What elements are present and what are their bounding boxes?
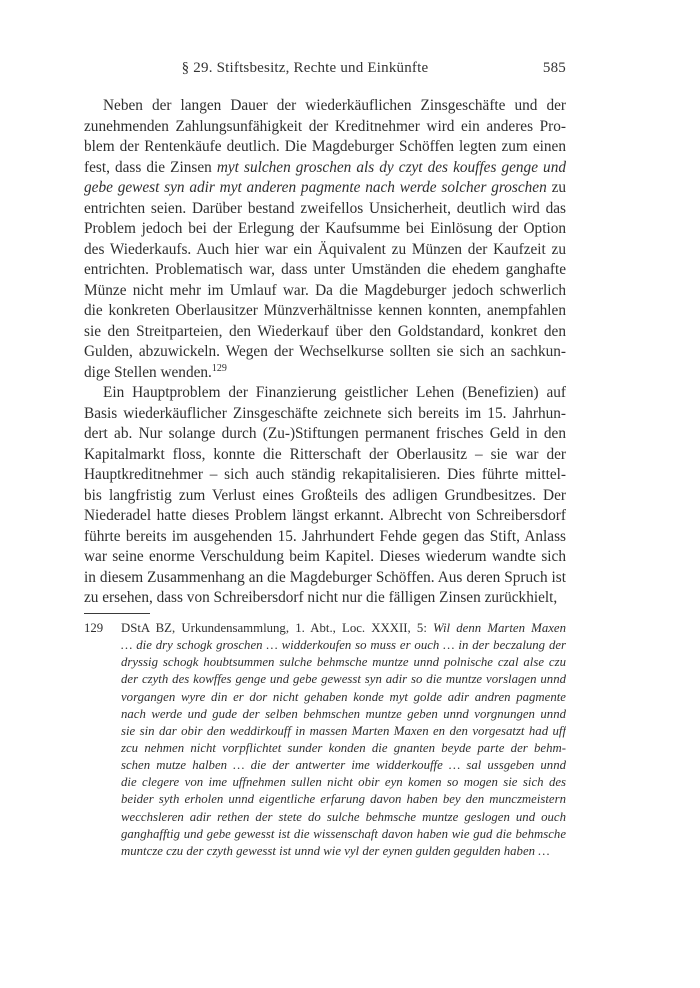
text-line: Problem jedoch bei der Erlegung der Kaufsumme bei Einlösung der Option [84, 220, 566, 237]
footnote-separator-rule [84, 613, 150, 614]
text-line: DStA BZ, Urkundensammlung, 1. Abt., Loc. XXXII, 5: Wil denn Marten Maxen [121, 621, 566, 635]
quoted-source-text: … die dry schogk groschen … widderkoufen so muss er ouch … in der beczalung der [121, 638, 566, 653]
text-line [121, 723, 566, 740]
text-line [121, 706, 566, 723]
text-line: war seine enorme Verschuldung beim Kapitel. Dieses wiederum wandte sich [84, 548, 566, 565]
quoted-source-text: vorgangen wyre din er dor nicht gehaben konde myt golde adir andren pagmente [121, 689, 566, 704]
section-title: § 29. Stiftsbesitz, Rechte und Einkünfte [181, 60, 429, 76]
quoted-source-text: der czyth des kowffes genge und gebe gewesst syn adir so die muntze vorslagen unnd [121, 672, 566, 687]
text-line: Basis wiederkäuflicher Zinsgeschäfte zeichnete sich bereits im 15. Jahrhun- [84, 404, 566, 422]
quoted-source-text: sie sin dar obir den weddirkouff in massen Marten Maxen en den vorgesatzt had uff [121, 723, 566, 738]
text-line: Kapitalmarkt floss, konnte die Ritterschaft der Oberlausitz – sie war der [84, 445, 566, 463]
text-line: führte bereits im ausgehenden 15. Jahrhundert Fehde gegen das Stift, Anlass [84, 527, 566, 545]
text-line: dert ab. Nur solange durch (Zu-)Stiftungen permanent frisches Geld in den [84, 425, 566, 442]
text-line [121, 740, 566, 757]
text-line: Niederadel hatte dieses Problem längst erkannt. Albrecht von Schreibersdorf [84, 507, 566, 524]
footnote-ref: 129 [211, 362, 227, 374]
text-line [121, 826, 566, 843]
text-line: entrichten. Problematisch war, dass unter Umständen die ehedem ganghafte [84, 261, 566, 278]
paragraph-2 [84, 383, 566, 609]
footnote-number: 129 [84, 621, 104, 635]
page-number: 585 [542, 60, 566, 76]
quoted-source-text: schen mutze halben … die der antwerter ime widderkouffe … sal ussgeben unnd [121, 758, 566, 773]
text-line [121, 671, 566, 688]
text-line [121, 809, 566, 826]
text-line: zunehmenden Zahlungsunfähigkeit der Kreditnehmer wird ein anderes Pro- [84, 117, 566, 135]
quoted-source-text: wecchsleren adir rethen der stete do sulche behmsche muntze geslogen und ouch [121, 809, 566, 824]
quoted-source-text: dryssig schogk houbtsummen sulche behmsche muntze unnd polnische czal alse czu [121, 655, 566, 670]
quoted-source-text: nach werde und gude der selben behmschen muntze geben unnd vorgnungen unnd [121, 706, 566, 721]
quoted-source-text: beider syth erholen unnd eigentliche erfarung davon haben bey den munczmeistern [121, 792, 566, 807]
text-line: entrichten seien. Darüber bestand zweifellos Unsicherheit, deutlich wird das [84, 199, 566, 217]
text-line: blem der Rentenkäufe deutlich. Die Magdeburger Schöffen legten zum einen [84, 138, 566, 155]
text-line: Ein Hauptproblem der Finanzierung geistlicher Lehen (Benefizien) auf [103, 384, 566, 401]
text-line [121, 637, 566, 654]
quoted-source-text: zcu nehmen nicht vorpflichtet sunder konden die gnanten beyde parte der behm- [121, 740, 566, 755]
quoted-source-text: muntcze czu der czyth gewesst ist unnd wie vyl der eynen gulden gegulden haben … [121, 843, 550, 858]
footnote [84, 620, 566, 860]
text-line: bis langfristig zum Verlust eines Großteils des adligen Grundbesitzes. Der [84, 486, 566, 504]
text-line: Hauptkreditnehmer – sich auch ständig rekapitalisieren. Dies führte mittel- [84, 466, 566, 483]
text-line: sie den Streitparteien, den Wiederkauf über den Goldstandard, konkret den [84, 322, 566, 340]
text-line: zu ersehen, dass von Schreibersdorf nicht nur die fälligen Zinsen zurückhielt, [84, 589, 558, 606]
quoted-source-text: myt sulchen groschen als dy czyt des kouffes genge und [216, 158, 566, 176]
body-text [84, 96, 566, 609]
quoted-source-text: Wil denn Marten Maxen [433, 621, 566, 635]
running-head [84, 60, 566, 80]
text-line [121, 757, 566, 774]
text-line [121, 654, 566, 671]
text-line [121, 791, 566, 808]
text-line: dige Stellen wenden.$^{129}$ [84, 362, 227, 381]
text-line [121, 843, 566, 860]
text-line: Gulden, abzuwickeln. Wegen der Wechselkurse sollten sie sich an sachkun- [84, 343, 566, 360]
quoted-source-text: gebe gewest syn adir myt anderen pagmente nach werde solcher groschen [84, 179, 547, 196]
quoted-source-text: die clegere von ime uffnehmen sullen nicht obir eyn komen so mogen sie sich des [121, 775, 566, 790]
text-line: in diesem Zusammenhang an die Magdeburger Schöffen. Aus deren Spruch ist [84, 568, 566, 586]
text-line: gebe gewest syn adir myt anderen pagmente nach werde solcher groschen zu [84, 179, 566, 196]
footnote-text [121, 620, 566, 860]
text-line: Münze nicht mehr im Umlauf war. Da die Magdeburger jedoch schwerlich [84, 281, 566, 299]
text-line: fest, dass die Zinsen myt sulchen groschen als dy czyt des kouffes genge und [84, 158, 566, 176]
text-line: die konkreten Oberlausitzer Münzverhältnisse kennen konnten, anempfahlen [84, 302, 566, 319]
paragraph-1 [84, 96, 566, 383]
text-line [121, 774, 566, 791]
text-line [121, 689, 566, 706]
quoted-source-text: ganghafftig und gebe gewesst ist die wissenschaft davon haben wie gud die behmsche [121, 826, 566, 841]
text-line: des Wiederkaufs. Auch hier war ein Äquivalent zu Münzen der Kaufzeit zu [84, 240, 566, 258]
text-line: Neben der langen Dauer der wiederkäuflichen Zinsgeschäfte und der [103, 97, 566, 114]
